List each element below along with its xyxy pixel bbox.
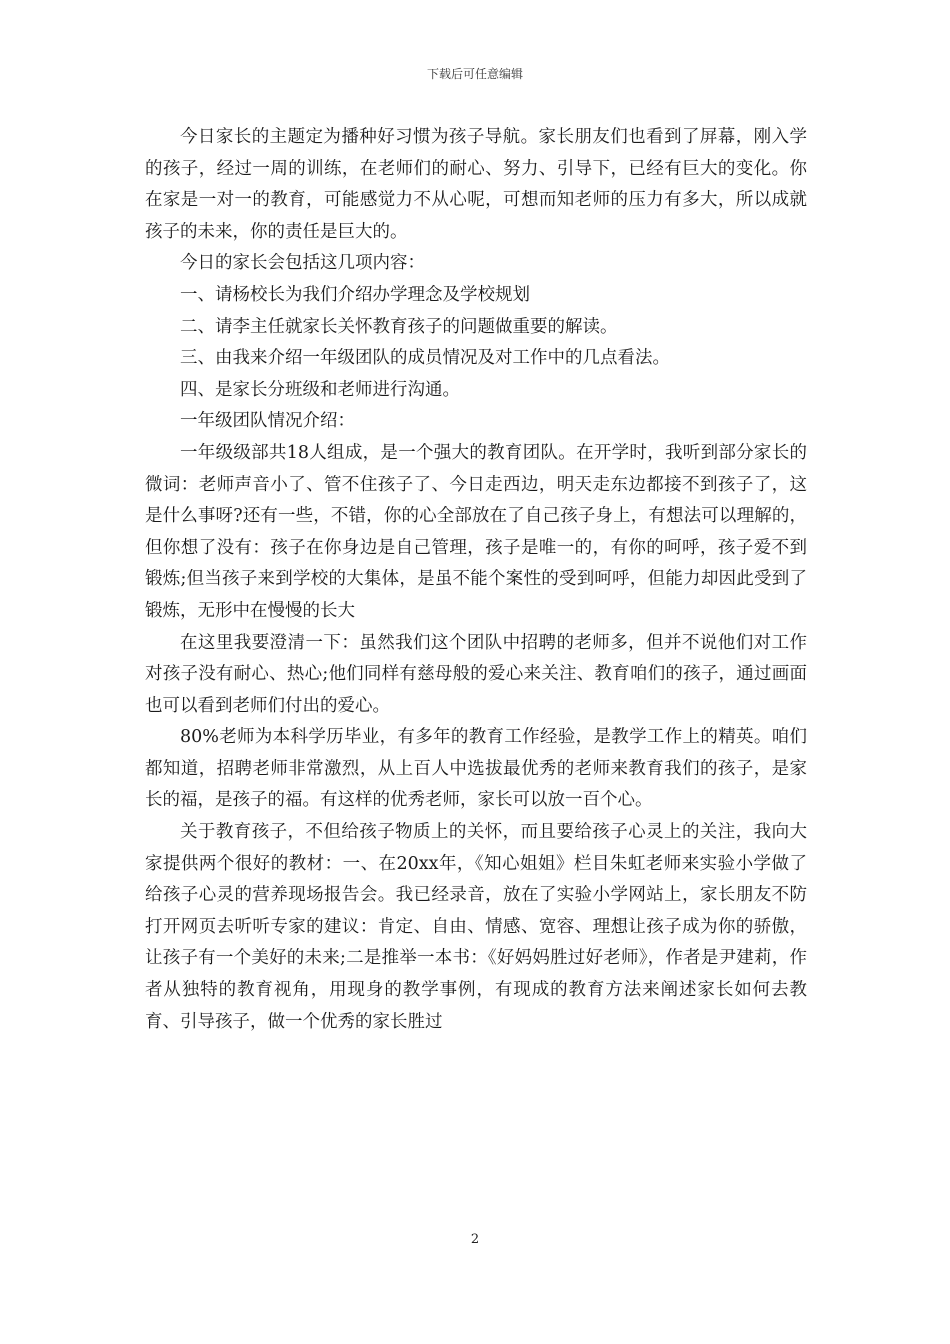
paragraph-agenda-intro: 今日的家长会包括这几项内容： (180, 253, 425, 274)
paragraph-theme: 今日家长的主题定为播种好习惯为孩子导航。家长朋友们也看到了屏幕，刚入学的孩子，经过一周的训练，在老师们的耐心、努力、引导下，已经有巨大的变化。你在家是一对一的教育，可能感觉力不从心呢，可想而知老师的压力有多大，所以成就孩子的未来，你的责任是巨大的。 (145, 127, 807, 242)
page-number: 2 (470, 1232, 480, 1247)
paragraph-team-intro: 一年级级部共18人组成，是一个强大的教育团队。在开学时，我听到部分家长的微词：老师声音小了、管不住孩子了、今日走西边，明天走东边都接不到孩子了，这是什么事呀?还有一些，不错，你的心全部放在了自己孩子身上，有想法可以理解的，但你想了没有：孩子在你身边是自己管理，孩子是唯一的，有你的呵呼，孩子爱不到锻炼;但当孩子来到学校的大集体，是虽不能个案性的受到呵呼，但能力却因此受到了锻炼，无形中在慢慢的长大 (145, 442, 807, 621)
page-header: 下载后可任意编辑 (426, 67, 523, 81)
document-body (145, 122, 807, 1038)
agenda-item-4: 四、是家长分班级和老师进行沟通。 (180, 379, 460, 400)
paragraph-clarification: 在这里我要澄清一下：虽然我们这个团队中招聘的老师多，但并不说他们对工作对孩子没有耐心、热心;他们同样有慈母般的爱心来关注、教育咱们的孩子，通过画面也可以看到老师们付出的爱心。 (145, 632, 807, 716)
paragraph-team-heading: 一年级团队情况介绍： (180, 411, 355, 432)
agenda-item-3: 三、由我来介绍一年级团队的成员情况及对工作中的几点看法。 (180, 348, 670, 369)
paragraph-teacher-quality: 80%老师为本科学历毕业，有多年的教育工作经验，是教学工作上的精英。咱们都知道，招聘老师非常激烈，从上百人中选拔最优秀的老师来教育我们的孩子，是家长的福，是孩子的福。有这样的优秀老师，家长可以放一百个心。 (145, 727, 807, 811)
agenda-item-2: 二、请李主任就家长关怀教育孩子的问题做重要的解读。 (180, 316, 618, 337)
paragraph-education-materials: 关于教育孩子，不但给孩子物质上的关怀，而且要给孩子心灵上的关注，我向大家提供两个很好的教材：一、在20xx年，《知心姐姐》栏目朱虹老师来实验小学做了给孩子心灵的营养现场报告会。我已经录音，放在了实验小学网站上，家长朋友不防打开网页去听听专家的建议：肯定、自由、情感、宽容、理想让孩子成为你的骄傲，让孩子有一个美好的未来;二是推举一本书：《好妈妈胜过好老师》，作者是尹建莉，作者从独特的教育视角，用现身的教学事例，有现成的教育方法来阐述家长如何去教育、引导孩子，做一个优秀的家长胜过 (145, 822, 807, 1032)
agenda-item-1: 一、请杨校长为我们介绍办学理念及学校规划 (180, 284, 530, 305)
